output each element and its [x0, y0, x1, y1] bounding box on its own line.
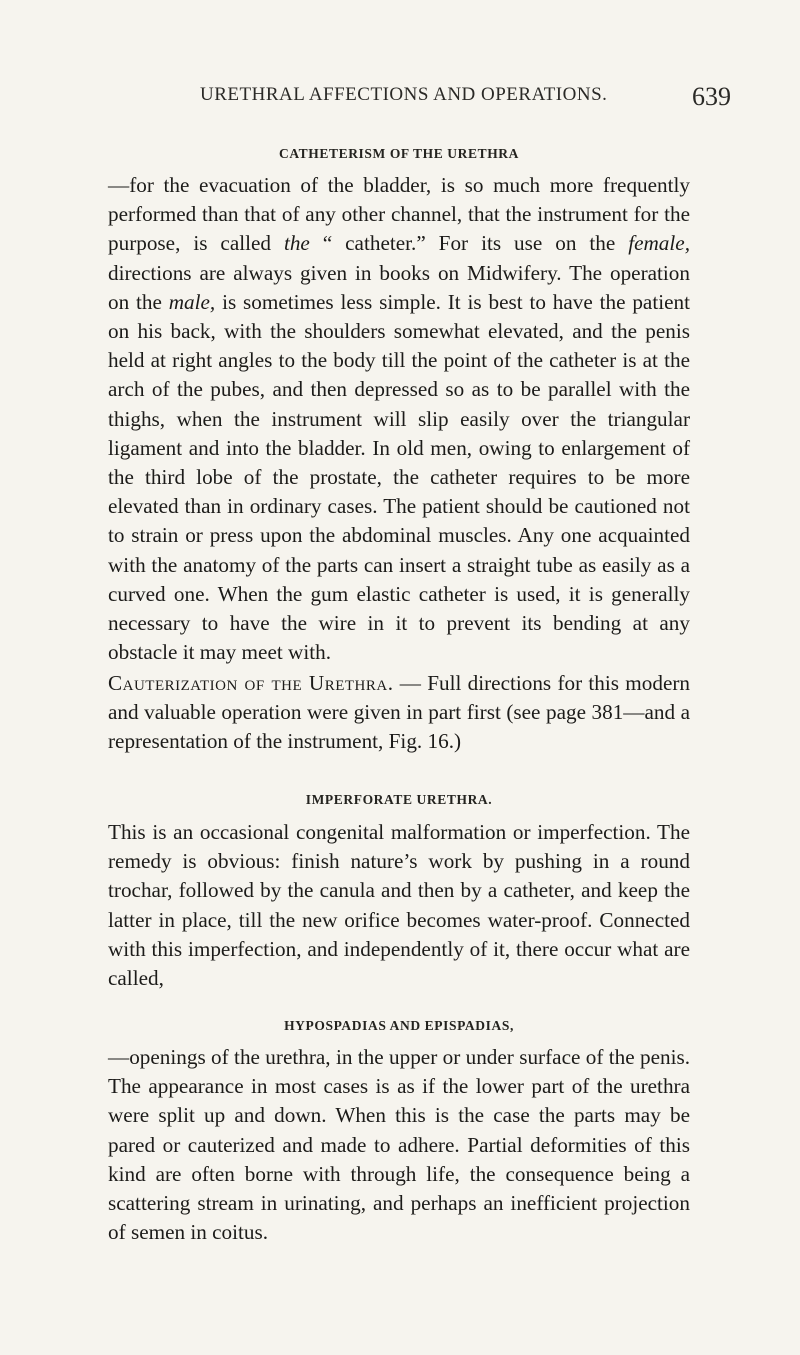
paragraph-catheterism — [108, 171, 690, 667]
section-heading-imperforate: IMPERFORATE URETHRA. — [305, 792, 493, 807]
run-in-heading-cauterization: Cauterization of the Urethra. — [108, 671, 394, 695]
paragraph-imperforate: This is an occasional congenital malformation or imperfection. The remedy is obvious: finish nature’s work by pushing in a round trochar, followed by the canula and then by a catheter, and keep the latter in place, till the new orifice becomes water-proof. Connected with this imperfection, and independently of it, there occur what are called, — [108, 820, 690, 991]
running-head: URETHRAL AFFECTIONS AND OPERATIONS. — [200, 84, 608, 105]
page-number: 639 — [692, 82, 731, 111]
text-run: is sometimes less simple. It is best to have the patient on his back, with the shoulders somewhat elevated, and the penis held at right angles to the body till the point of the catheter is at the arch of the pubes, and then depressed so as to be parallel with the thighs, when the instrument will slip easily over the triangular ligament and into the bladder. In old men, owing to enlargement of the third lobe of the prostate, the catheter requires to be more elevated than in ordinary cases. The patient should be cautioned not to strain or press upon the abdominal muscles. Any one acquainted with the anatomy of the parts can insert a straight tube as easily as a curved one. When the gum elastic catheter is used, it is generally necessary to have the wire in it to prevent its bending at any obstacle it may meet with. — [108, 289, 690, 665]
text-run: directions are always given in books on Midwifery. The operation on the — [108, 260, 690, 314]
paragraph-cauterization — [108, 669, 690, 757]
text-run: —for the evacuation of the bladder, is so much more frequently performed than that of any other channel, that the instrument for the purpose, is called — [108, 173, 690, 256]
emphasis-the: the — [283, 231, 310, 256]
text-run: Full directions for this modern and valuable operation were given in part first (see page 381—and a representation of the instrument, Fig. 16.) — [108, 671, 690, 754]
emphasis-male: male, — [168, 289, 216, 314]
section-heading-catheterism: CATHETERISM OF THE URETHRA — [278, 146, 519, 161]
paragraph-hypospadias: —openings of the urethra, in the upper or under surface of the penis. The appearance in most cases is as if the lower part of the urethra were split up and down. When this is the case the parts may be pared or cauterized and made to adhere. Partial deformities of this kind are often borne with through life, the consequence being a scattering stream in urinating, and perhaps an inefficient projection of semen in coitus. — [108, 1045, 690, 1245]
section-heading-hypospadias: HYPOSPADIAS AND EPISPADIAS, — [284, 1018, 514, 1033]
emphasis-female: female, — [628, 231, 690, 256]
em-dash: — — [393, 671, 428, 695]
text-run: “ catheter.” For its use on the — [309, 231, 629, 256]
